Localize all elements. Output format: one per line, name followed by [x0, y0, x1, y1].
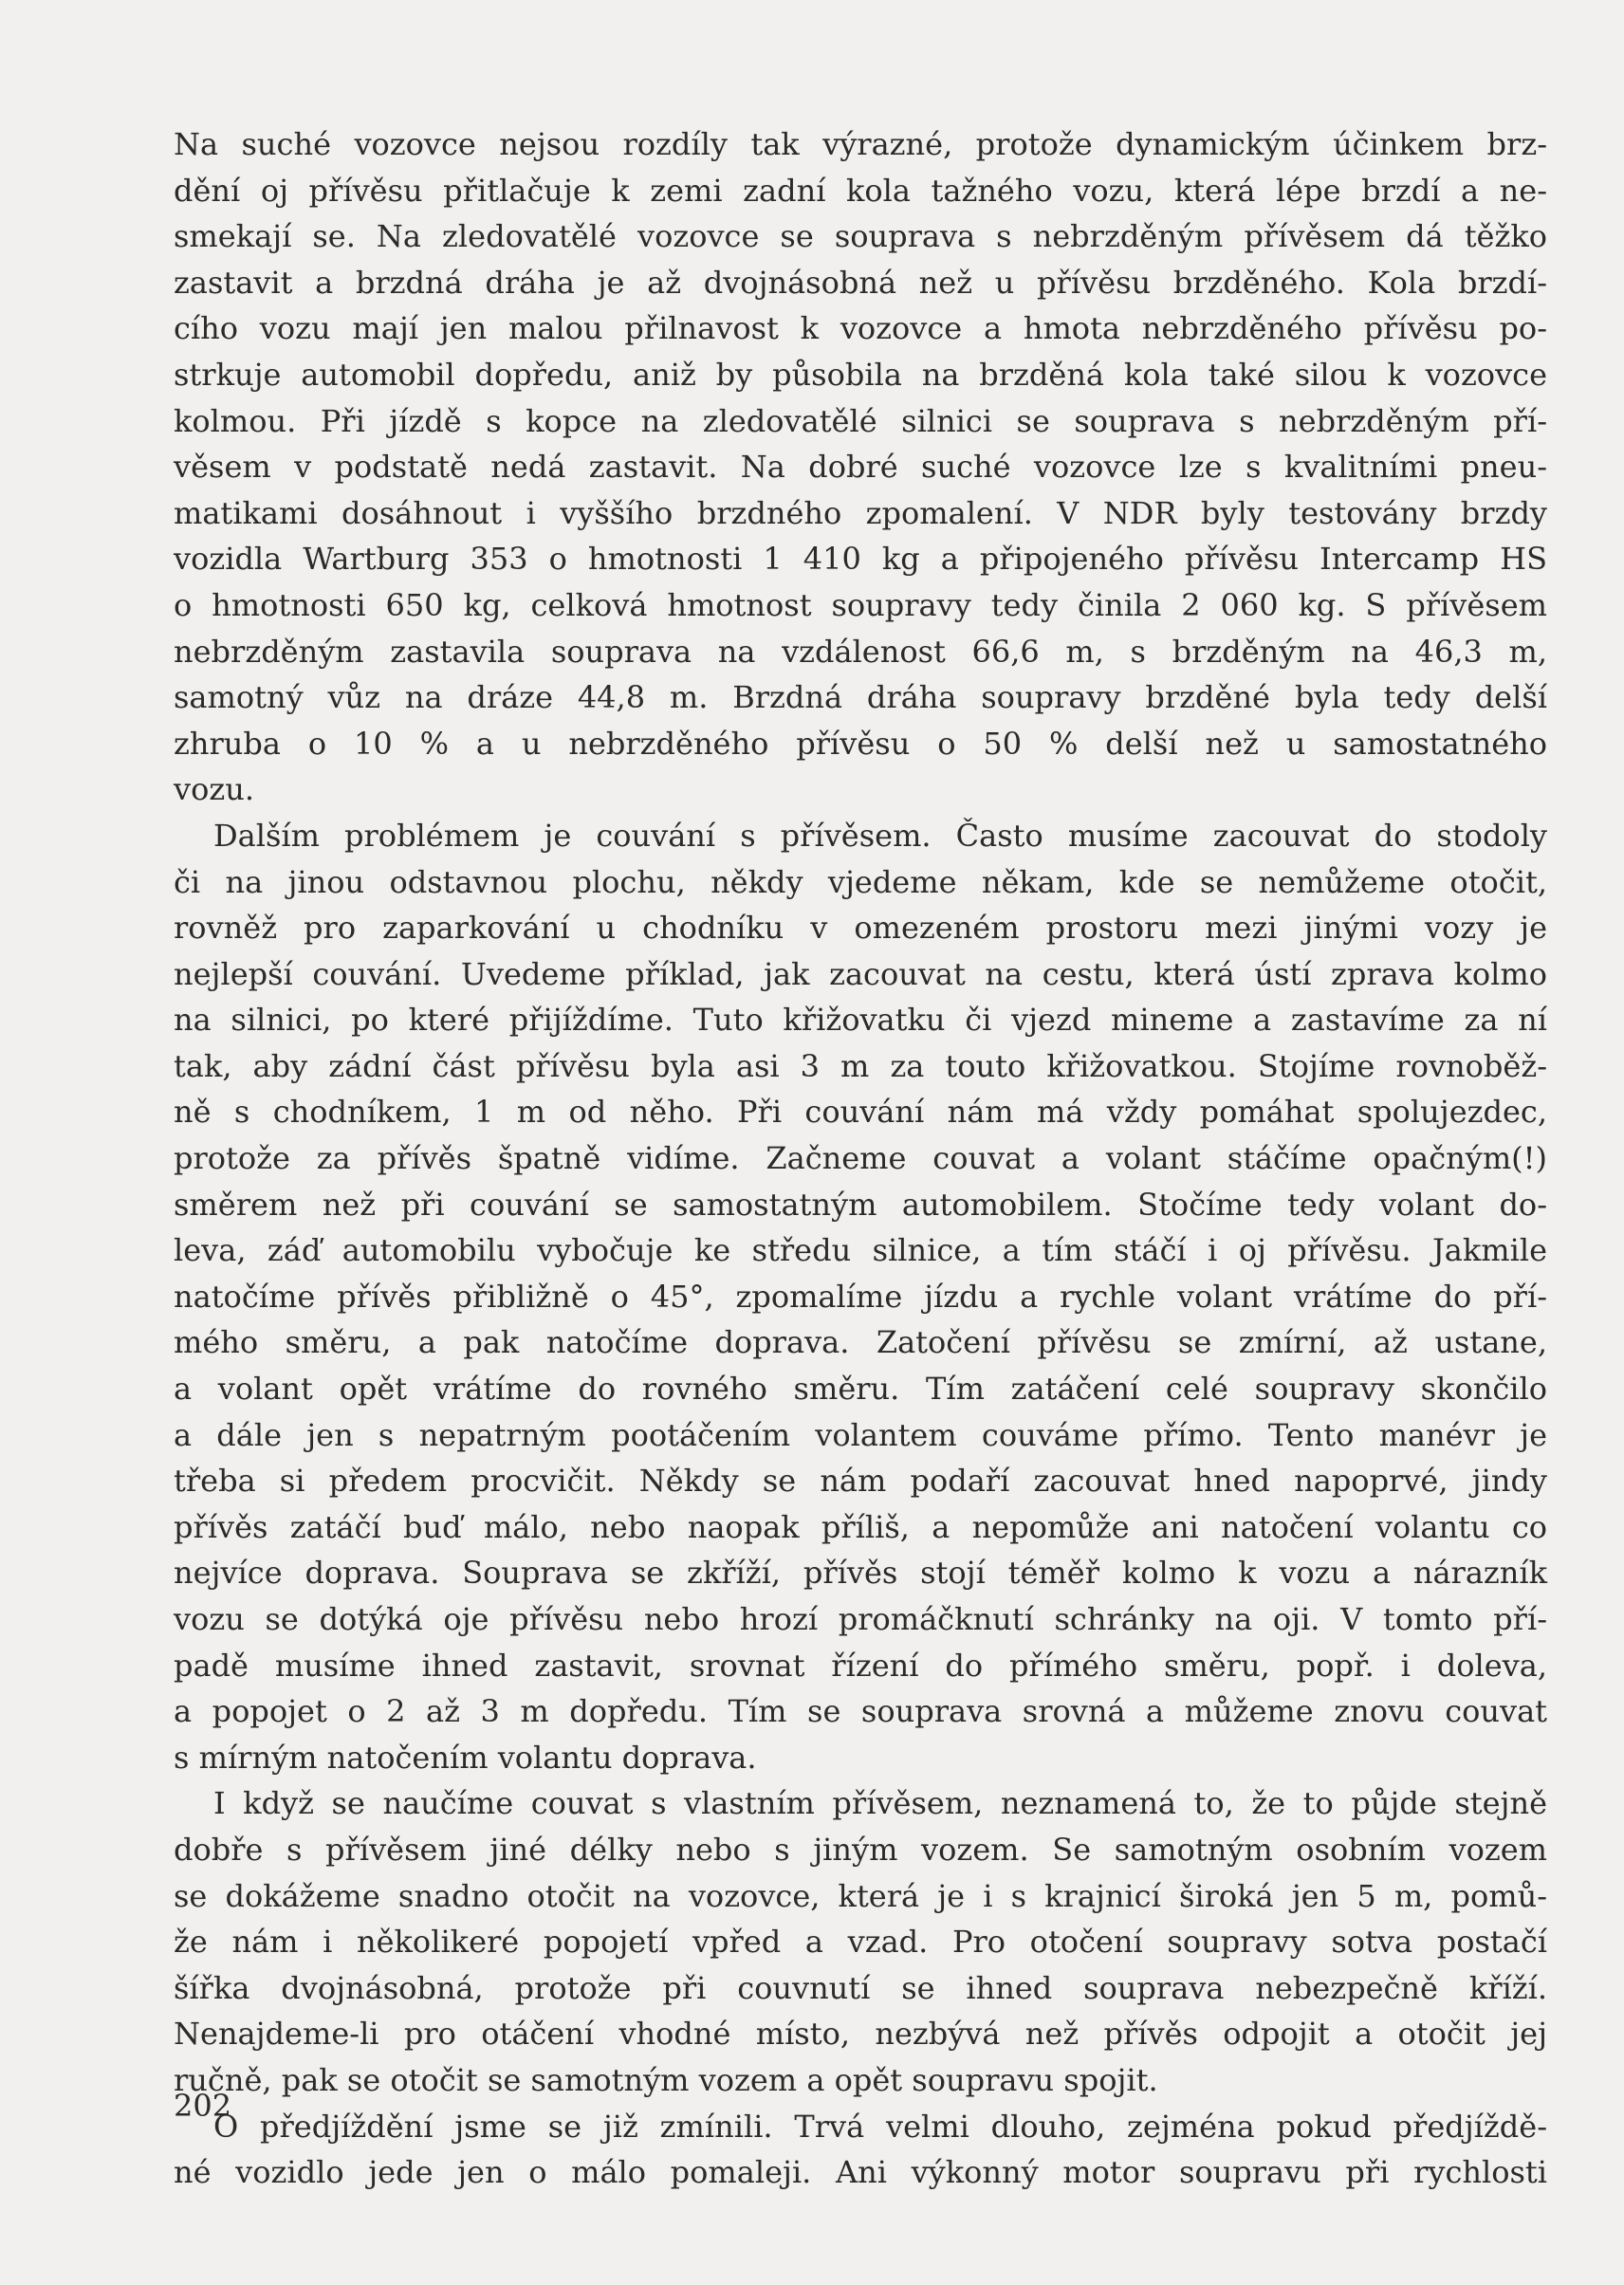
text-line: matikami dosáhnout i vyššího brzdného zpomalení. V NDR byly testovány brzdy — [174, 494, 1547, 531]
text-line: O předjíždění jsme se již zmínili. Trvá velmi dlouho, zejména pokud předjíždě- — [213, 2108, 1547, 2145]
text-line: tak, aby zádní část přívěsu byla asi 3 m za touto křižovatkou. Stojíme rovnoběž- — [174, 1047, 1547, 1084]
text-line: dobře s přívěsem jiné délky nebo s jiným vozem. Se samotným osobním vozem — [174, 1831, 1547, 1868]
text-line: ně s chodníkem, 1 m od něho. Při couvání nám má vždy pomáhat spolujezdec, — [174, 1094, 1547, 1131]
text-line: cího vozu mají jen malou přilnavost k vozovce a hmota nebrzděného přívěsu po- — [174, 310, 1547, 347]
text-line: mého směru, a pak natočíme doprava. Zatočení přívěsu se zmírní, až ustane, — [174, 1324, 1547, 1361]
text-line: nebrzděným zastavila souprava na vzdálenost 66,6 m, s brzděným na 46,3 m, — [174, 633, 1547, 670]
text-line: Dalším problémem je couvání s přívěsem. Často musíme zacouvat do stodoly — [213, 817, 1547, 854]
text-line: padě musíme ihned zastavit, srovnat řízení do přímého směru, popř. i doleva, — [174, 1647, 1547, 1684]
text-line: a volant opět vrátíme do rovného směru. Tím zatáčení celé soupravy skončilo — [174, 1371, 1547, 1408]
text-line: Nenajdeme-li pro otáčení vhodné místo, nezbývá než přívěs odpojit a otočit jej — [174, 2016, 1547, 2053]
text-line: vozu se dotýká oje přívěsu nebo hrozí promáčknutí schránky na oji. V tomto pří- — [174, 1601, 1547, 1637]
text-line: o hmotnosti 650 kg, celková hmotnost soupravy tedy činila 2 060 kg. S přívěsem — [174, 586, 1547, 623]
body-text — [174, 121, 1547, 2196]
text-line: Na suché vozovce nejsou rozdíly tak výrazné, protože dynamickým účinkem brz- — [174, 126, 1547, 162]
text-line: směrem než při couvání se samostatným automobilem. Stočíme tedy volant do- — [174, 1186, 1547, 1223]
text-line: I když se naučíme couvat s vlastním přívěsem, neznamená to, že to půjde stejně — [213, 1785, 1547, 1822]
text-line: nejvíce doprava. Souprava se zkříží, přívěs stojí téměř kolmo k vozu a nárazník — [174, 1555, 1547, 1592]
page-number: 202 — [174, 2088, 232, 2124]
text-line: a popojet o 2 až 3 m dopředu. Tím se souprava srovná a můžeme znovu couvat — [174, 1693, 1547, 1730]
text-line: dění oj přívěsu přitlačuje k zemi zadní kola tažného vozu, která lépe brzdí a ne- — [174, 172, 1547, 209]
text-line: vozidla Wartburg 353 o hmotnosti 1 410 kg a připojeného přívěsu Intercamp HS — [174, 541, 1547, 578]
text-line: třeba si předem procvičit. Někdy se nám podaří zacouvat hned napoprvé, jindy — [174, 1463, 1547, 1500]
text-line: smekají se. Na zledovatělé vozovce se souprava s nebrzděným přívěsem dá těžko — [174, 218, 1547, 255]
text-line: protože za přívěs špatně vidíme. Začneme couvat a volant stáčíme opačným(!) — [174, 1140, 1547, 1177]
text-line: zhruba o 10 % a u nebrzděného přívěsu o 50 % delší než u samostatného — [174, 725, 1547, 762]
text-line: a dále jen s nepatrným pootáčením volantem couváme přímo. Tento manévr je — [174, 1416, 1547, 1453]
text-line: kolmou. Při jízdě s kopce na zledovatělé silnici se souprava s nebrzděným pří- — [174, 402, 1547, 439]
text-line: šířka dvojnásobná, protože při couvnutí se ihned souprava nebezpečně kříží. — [174, 1969, 1547, 2006]
text-line: samotný vůz na dráze 44,8 m. Brzdná dráha soupravy brzděné byla tedy delší — [174, 679, 1547, 716]
text-line: ručně, pak se otočit se samotným vozem a opět soupravu spojit. — [174, 2061, 1158, 2098]
text-line: že nám i několikeré popojetí vpřed a vzad. Pro otočení soupravy sotva postačí — [174, 1924, 1547, 1961]
text-line: se dokážeme snadno otočit na vozovce, která je i s krajnicí široká jen 5 m, pomů- — [174, 1877, 1547, 1914]
text-line: věsem v podstatě nedá zastavit. Na dobré suché vozovce lze s kvalitními pneu- — [174, 449, 1547, 486]
text-line: s mírným natočením volantu doprava. — [174, 1739, 757, 1776]
text-line: rovněž pro zaparkování u chodníku v omezeném prostoru mezi jinými vozy je — [174, 910, 1547, 947]
text-line: zastavit a brzdná dráha je až dvojnásobná než u přívěsu brzděného. Kola brzdí- — [174, 264, 1547, 301]
text-line: či na jinou odstavnou plochu, někdy vjedeme někam, kde se nemůžeme otočit, — [174, 863, 1547, 900]
text-line: né vozidlo jede jen o málo pomaleji. Ani výkonný motor soupravu při rychlosti — [174, 2154, 1547, 2191]
text-line: leva, záď automobilu vybočuje ke středu silnice, a tím stáčí i oj přívěsu. Jakmile — [174, 1232, 1547, 1269]
text-line: nejlepší couvání. Uvedeme příklad, jak zacouvat na cestu, která ústí zprava kolmo — [174, 955, 1547, 992]
text-line: přívěs zatáčí buď málo, nebo naopak příliš, a nepomůže ani natočení volantu co — [174, 1508, 1547, 1545]
text-line: natočíme přívěs přibližně o 45°, zpomalíme jízdu a rychle volant vrátíme do pří- — [174, 1278, 1547, 1315]
text-line: na silnici, po které přijíždíme. Tuto křižovatku či vjezd mineme a zastavíme za ní — [174, 1002, 1547, 1039]
text-line: strkuje automobil dopředu, aniž by působila na brzděná kola také silou k vozovce — [174, 356, 1547, 393]
text-line: vozu. — [174, 771, 254, 808]
